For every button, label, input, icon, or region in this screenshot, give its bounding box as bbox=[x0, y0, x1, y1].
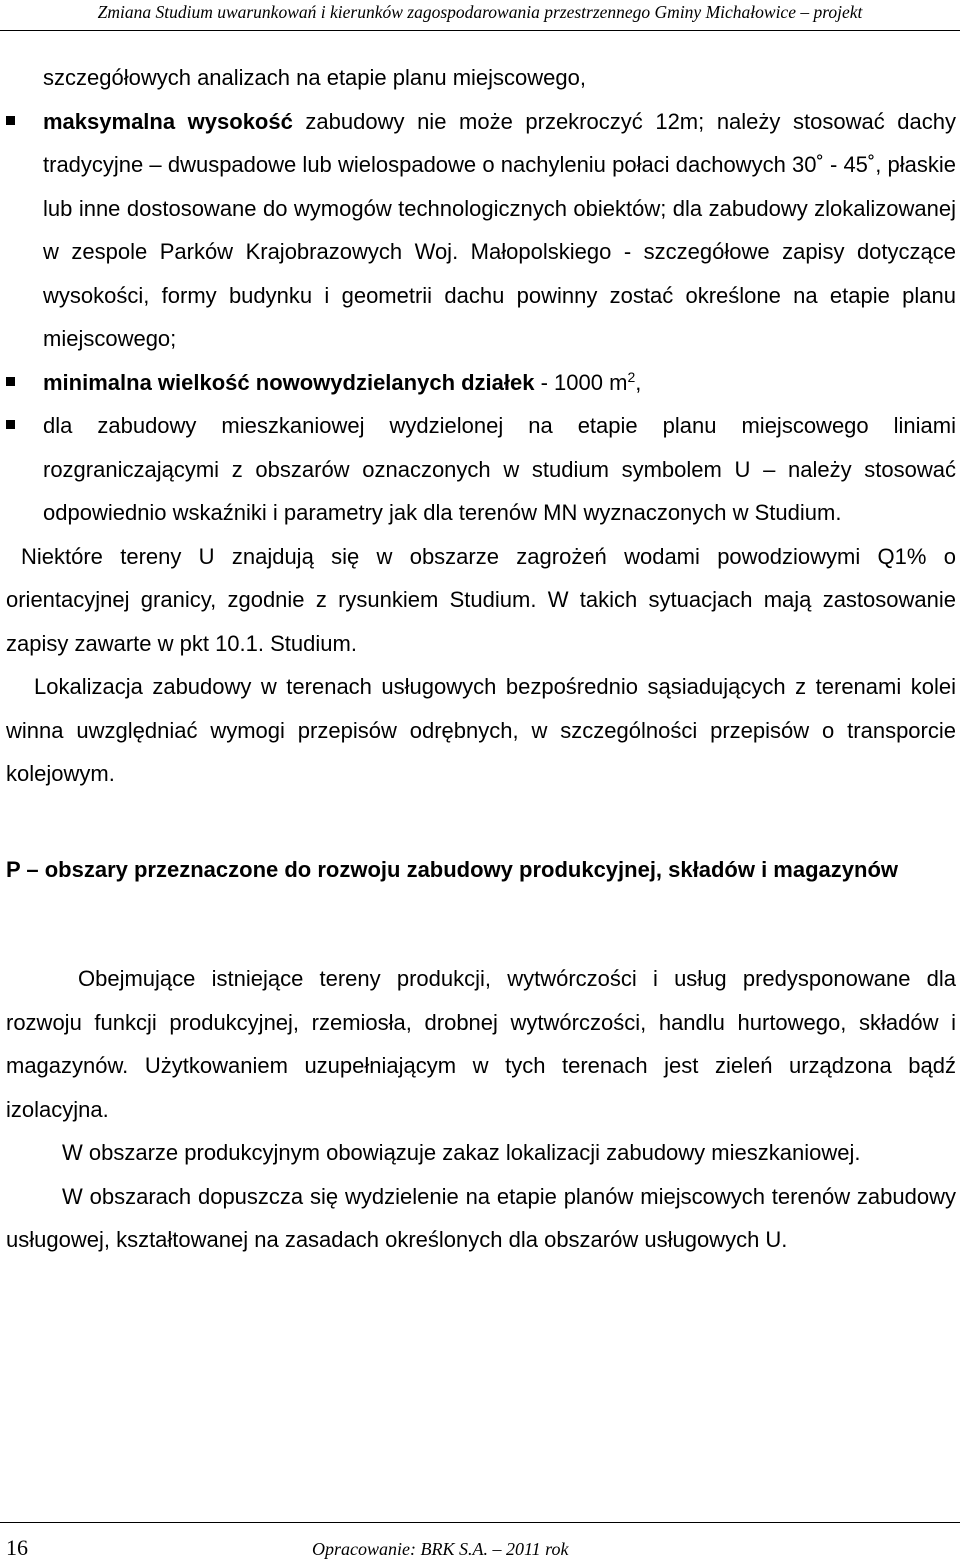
running-header bbox=[0, 0, 960, 31]
bullet-min-plot bbox=[6, 361, 956, 405]
page-number: 16 bbox=[6, 1535, 28, 1560]
footer-credit-text: Opracowanie: BRK S.A. – 2011 rok bbox=[312, 1539, 569, 1559]
paragraph-prohibition: W obszarze produkcyjnym obowiązuje zakaz lokalizacji zabudowy mieszkaniowej. bbox=[62, 1140, 861, 1165]
continuation-line: szczegółowych analizach na etapie planu miejscowego, bbox=[43, 65, 586, 90]
bullet-min-plot-end: , bbox=[635, 369, 642, 395]
square-bullet-icon bbox=[6, 377, 15, 386]
bullet-max-height-bold: maksymalna wysokość bbox=[43, 108, 293, 134]
bullet-min-plot-bold: minimalna wielkość nowowydzielanych działek bbox=[43, 369, 535, 395]
footer-credit bbox=[312, 1539, 568, 1560]
square-bullet-icon bbox=[6, 116, 15, 125]
paragraph-flood-zone: Niektóre tereny U znajdują się w obszarze zagrożeń wodami powodziowymi Q1% o orientacyjnej granicy, zgodnie z rysunkiem Studium. W takich sytuacjach mają zastosowanie zapisy zawarte w pkt 10.1. Studium. bbox=[6, 543, 956, 656]
paragraph-railway: Lokalizacja zabudowy w terenach usługowych bezpośrednio sąsiadujących z terenami kolei winna uwzględniać wymogi przepisów odrębnych, w szczególności przepisów o transporcie kolejowym. bbox=[6, 674, 956, 786]
superscript: 2 bbox=[627, 368, 636, 385]
paragraph-production: Obejmujące istniejące tereny produkcji, wytwórczości i usług predysponowane dla rozwoju funkcji produkcyjnej, rzemiosła, drobnej wytwórczości, handlu hurtowego, składów i magazynów. Użytkowaniem uzupełniającym w tych terenach jest zieleń urządzona bądź izolacyjna. bbox=[6, 966, 956, 1122]
bullet-max-height-text: zabudowy nie może przekroczyć 12m; należy stosować dachy tradycyjne – dwuspadowe lub wielospadowe o nachyleniu połaci dachowych 30˚ - 45˚, płaskie lub inne dostosowane do wymogów technologicznych obiektów; dla zabudowy zlokalizowanej w zespole Parków Krajobrazowych Woj. Małopolskiego - szczegółowe zapisy dotyczące wysokości, formy budynku i geometrii dachu powinny zostać określone na etapie planu miejscowego; bbox=[43, 108, 956, 351]
bullet-residential bbox=[6, 404, 956, 535]
bullet-residential-text: dla zabudowy mieszkaniowej wydzielonej na etapie planu miejscowego liniami rozgraniczającymi z obszarów oznaczonych w studium symbolem U – należy stosować odpowiednio wskaźniki i parametry jak dla terenów MN wyznaczonych w Studium. bbox=[43, 413, 956, 525]
section-heading: P – obszary przeznaczone do rozwoju zabudowy produkcyjnej, składów i magazynów bbox=[6, 856, 898, 882]
paragraph-services: W obszarach dopuszcza się wydzielenie na etapie planów miejscowych terenów zabudowy usługowej, kształtowanej na zasadach określonych dla obszarów usługowych U. bbox=[6, 1183, 956, 1252]
bullet-max-height bbox=[6, 100, 956, 361]
document-body bbox=[6, 56, 956, 1262]
header-title: Zmiana Studium uwarunkowań i kierunków zagospodarowania przestrzennego Gminy Michałowice – projekt bbox=[97, 2, 863, 22]
page-footer bbox=[0, 1522, 960, 1565]
bullet-min-plot-text: - 1000 m bbox=[534, 369, 628, 395]
square-bullet-icon bbox=[6, 420, 15, 429]
